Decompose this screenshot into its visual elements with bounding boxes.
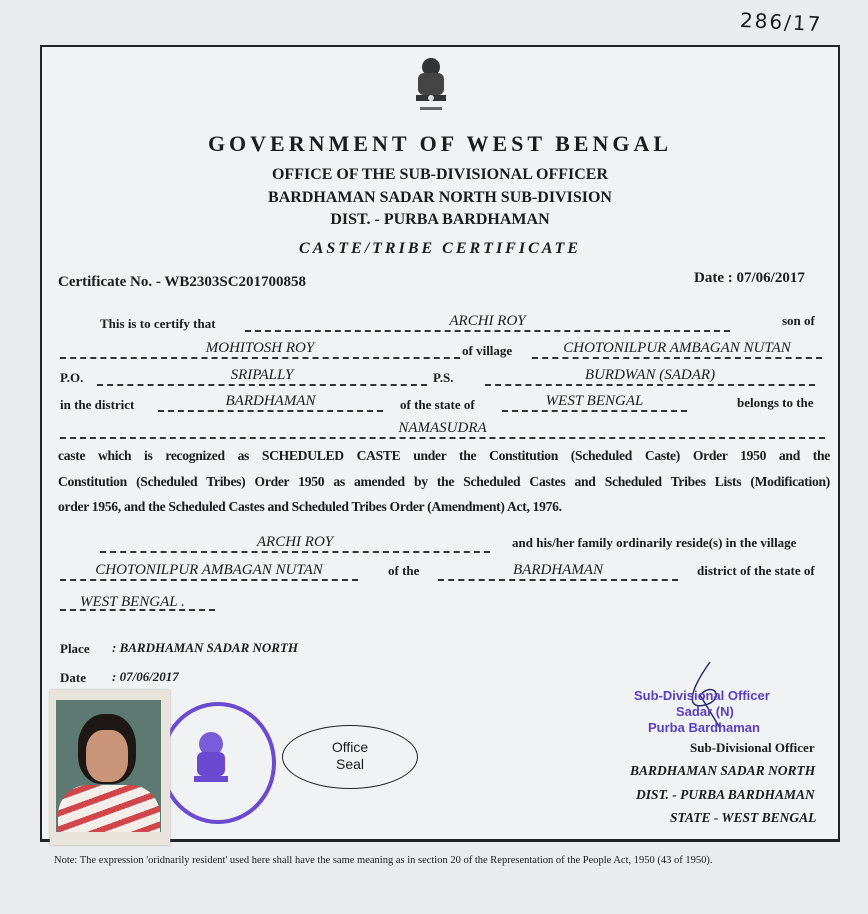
label-of-village: of village bbox=[462, 343, 513, 358]
footnote: Note: The expression 'oridnarily resident' used here shall have the same meaning as in section 20 of the Representation of the People Act, 1950 (43 of 1950). bbox=[54, 855, 713, 866]
label-belongs: belongs to the bbox=[737, 395, 814, 410]
field-father: MOHITOSH ROY bbox=[60, 340, 460, 359]
label-place: Place bbox=[60, 641, 90, 656]
label-reside: and his/her family ordinarily reside(s) in the village bbox=[512, 535, 797, 550]
label-district-of-state: district of the state of bbox=[697, 563, 815, 578]
issue-date: Date : 07/06/2017 bbox=[694, 270, 805, 286]
state-emblem-icon bbox=[408, 55, 454, 115]
signatory-line-3: DIST. - PURBA BARDHAMAN bbox=[636, 787, 815, 802]
field-state: WEST BENGAL bbox=[502, 393, 687, 412]
signature-stamp-line-1: Sub-Divisional Officer bbox=[634, 688, 770, 703]
subdivision-heading: BARDHAMAN SADAR NORTH SUB-DIVISION bbox=[268, 189, 612, 206]
handwritten-ref: 286/17 bbox=[739, 7, 823, 37]
label-po: P.O. bbox=[60, 370, 84, 385]
govt-heading: GOVERNMENT OF WEST BENGAL bbox=[207, 131, 673, 156]
place-value: : BARDHAMAN SADAR NORTH bbox=[112, 640, 299, 655]
signatory-title: Sub-Divisional Officer bbox=[690, 740, 815, 755]
office-seal-ellipse bbox=[282, 725, 418, 789]
label-ps: P.S. bbox=[433, 370, 454, 385]
field-po: SRIPALLY bbox=[97, 367, 427, 386]
field-state-2: WEST BENGAL . bbox=[60, 594, 215, 611]
signature-stamp-line-2: Sadar (N) bbox=[676, 704, 734, 719]
field-name-2: ARCHI ROY bbox=[100, 534, 490, 553]
date-value: : 07/06/2017 bbox=[112, 669, 179, 684]
label-district: in the district bbox=[60, 397, 135, 412]
label-son-of: son of bbox=[782, 313, 815, 328]
signature-stamp-line-3: Purba Bardhaman bbox=[648, 720, 760, 735]
label-certify: This is to certify that bbox=[100, 316, 216, 331]
stamp-emblem-icon bbox=[188, 730, 234, 790]
certificate-number: Certificate No. - WB2303SC201700858 bbox=[58, 274, 307, 290]
signatory-line-2: BARDHAMAN SADAR NORTH bbox=[630, 763, 816, 778]
field-district: BARDHAMAN bbox=[158, 393, 383, 412]
round-stamp bbox=[160, 702, 276, 824]
label-date: Date bbox=[60, 670, 86, 685]
field-village-2: CHOTONILPUR AMBAGAN NUTAN bbox=[60, 562, 358, 581]
district-heading: DIST. - PURBA BARDHAMAN bbox=[330, 211, 550, 228]
signatory-line-4: STATE - WEST BENGAL bbox=[670, 810, 817, 825]
paragraph-line-3: order 1956, and the Scheduled Castes and Scheduled Tribes Order (Amendment) Act, 1976. bbox=[58, 499, 562, 514]
office-heading: OFFICE OF THE SUB-DIVISIONAL OFFICER bbox=[271, 166, 609, 183]
seal-line-1: Office bbox=[331, 739, 369, 755]
certificate-title: CASTE/TRIBE CERTIFICATE bbox=[299, 240, 581, 257]
applicant-photo bbox=[50, 690, 170, 845]
paragraph-line-1: caste which is recognized as SCHEDULED CASTE under the Constitution (Scheduled Caste) Order 1950 and the bbox=[58, 448, 830, 463]
field-district-2: BARDHAMAN bbox=[438, 562, 678, 581]
label-state: of the state of bbox=[400, 397, 475, 412]
field-village: CHOTONILPUR AMBAGAN NUTAN bbox=[532, 340, 822, 359]
field-name: ARCHI ROY bbox=[245, 313, 730, 332]
field-caste: NAMASUDRA bbox=[60, 420, 825, 439]
paragraph-line-2: Constitution (Scheduled Tribes) Order 1950 as amended by the Scheduled Castes and Scheduled Tribes Lists (Modification) bbox=[58, 474, 830, 489]
label-of-the: of the bbox=[388, 563, 420, 578]
seal-line-2: Seal bbox=[335, 756, 365, 772]
field-ps: BURDWAN (SADAR) bbox=[485, 367, 815, 386]
